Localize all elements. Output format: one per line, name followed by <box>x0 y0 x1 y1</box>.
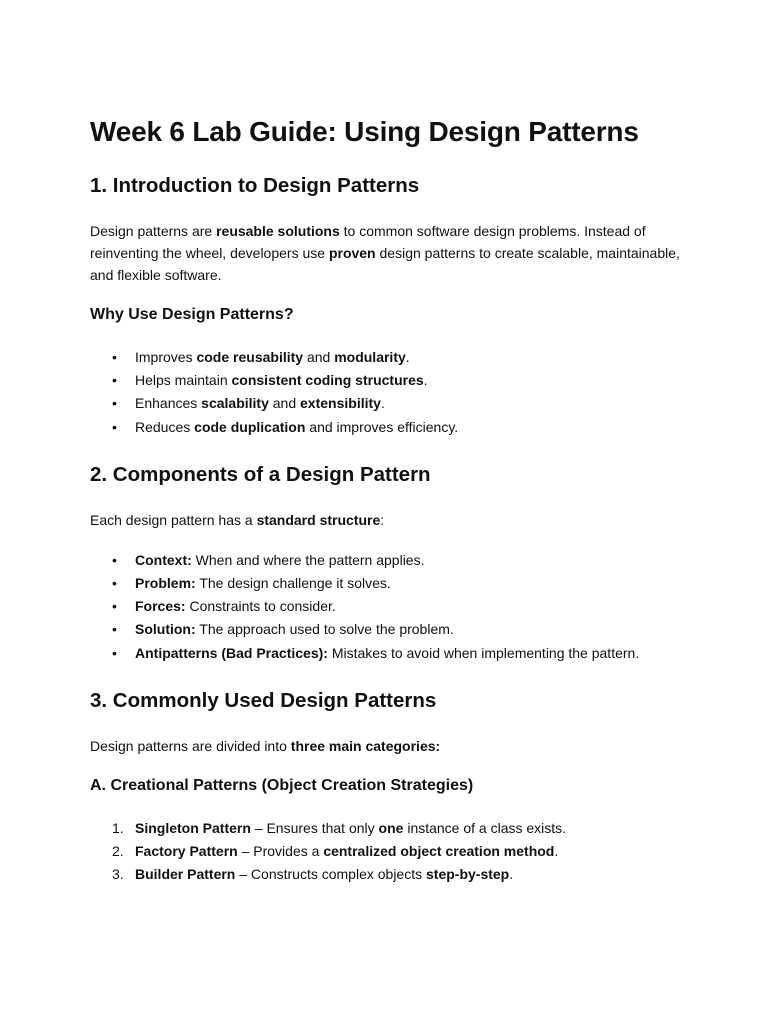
list-item: • Solution: The approach used to solve the problem. <box>90 618 690 641</box>
creational-patterns-subheading: A. Creational Patterns (Object Creation Strategies) <box>90 776 474 794</box>
section-3-heading: 3. Commonly Used Design Patterns <box>90 688 437 712</box>
creational-patterns-list <box>90 817 690 887</box>
list-item: • Context: When and where the pattern applies. <box>90 549 690 572</box>
bullet-marker: • <box>112 349 117 365</box>
bullet-marker: • <box>112 621 117 638</box>
list-item: • Enhances scalability and extensibility. <box>90 392 690 415</box>
list-item: • Antipatterns (Bad Practices): Mistakes to avoid when implementing the pattern. <box>90 642 690 665</box>
why-use-subheading: Why Use Design Patterns? <box>90 306 294 323</box>
list-item: • Problem: The design challenge it solves. <box>90 572 690 595</box>
list-item: • Reduces code duplication and improves efficiency. <box>90 416 690 439</box>
section-1-intro: Design patterns are reusable solutions to common software design problems. Instead of reinventing the wheel, developers use proven design patterns to create scalable, maintainable, and flexible software. <box>90 223 680 283</box>
list-item: 1. Singleton Pattern – Ensures that only one instance of a class exists. <box>90 817 690 840</box>
bullet-marker: • <box>112 644 117 661</box>
section-1-heading: 1. Introduction to Design Patterns <box>90 174 420 197</box>
bullet-marker: • <box>112 395 117 412</box>
list-item: • Helps maintain consistent coding structures. <box>90 369 690 392</box>
list-number: 2. <box>112 843 124 860</box>
section-3-intro: Design patterns are divided into three main categories: <box>90 737 441 754</box>
bullet-marker: • <box>112 551 117 568</box>
list-item: • Forces: Constraints to consider. <box>90 595 690 618</box>
bullet-marker: • <box>112 598 117 615</box>
bullet-marker: • <box>112 418 117 435</box>
list-item: • Improves code reusability and modularity. <box>90 346 690 369</box>
list-number: 1. <box>112 819 124 836</box>
section-2-heading: 2. Components of a Design Pattern <box>90 462 431 486</box>
list-item: 3. Builder Pattern – Constructs complex objects step-by-step. <box>90 863 690 886</box>
section-2-intro: Each design pattern has a standard structure: <box>90 511 385 528</box>
bullet-marker: • <box>112 372 117 389</box>
bullet-marker: • <box>112 575 117 592</box>
page-title: Week 6 Lab Guide: Using Design Patterns <box>90 116 639 147</box>
document-page <box>90 112 690 886</box>
list-item: 2. Factory Pattern – Provides a centralized object creation method. <box>90 840 690 863</box>
benefits-list <box>90 346 690 439</box>
components-list <box>90 549 690 665</box>
list-number: 3. <box>112 866 124 883</box>
